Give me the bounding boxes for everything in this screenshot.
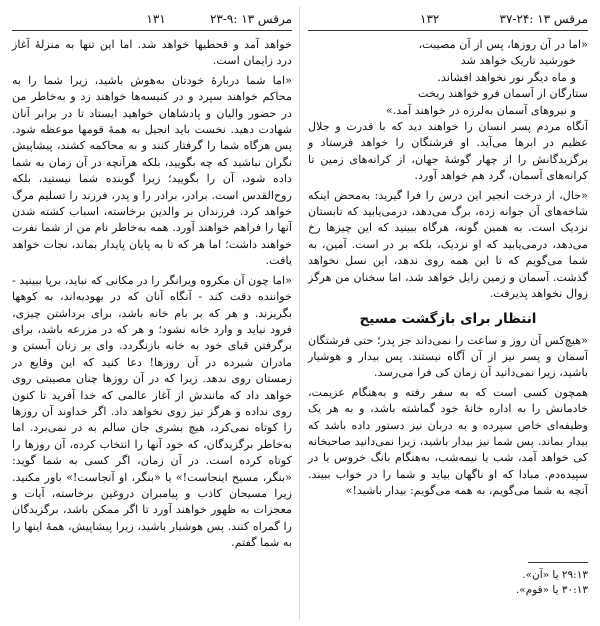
left-header-page-number: ۱۳۱: [146, 12, 166, 26]
poem-line: خورشید تاریک خواهد شد: [460, 54, 576, 68]
paragraph: «اما شما دربارهٔ خودتان به‌هوش باشید، زیرا شما را به محاکم خواهند سپرد و در کنیسه‌ها خواهند زد و به‌خاطر من در حضور والیان و پادشاهان خواهید ایستاد تا در برابر آنان شهادت دهید. نخست باید انجیل به همهٔ قومها موعظه شود. پس هرگاه شما را گرفتار کنند و به محاکمه کشند، پیشاپیش نگران نباشید که چه بگویید، بلکه هرآنچه در آن زمان به شما داده شود، آن را بگویید؛ زیرا گوینده شما نیستید، بلکه روح‌القدس است. برادر، برادر را و پدر، فرزند را تسلیم مرگ خواهد کرد. فرزندان بر والدین برخاسته، اسباب کشته شدن آنها را فراهم خواهند آورد. همه به‌خاطر نام من از شما نفرت خواهند داشت؛ اما هر که تا به پایان پایدار بماند، نجات خواهد یافت.: [12, 73, 292, 268]
footnotes: [516, 568, 588, 598]
right-poem: [308, 37, 588, 119]
paragraph: آنگاه مردم پسر انسان را خواهند دید که با قدرت و جلال عظیم در ابرها می‌آید. او فرشتگان را خواهد فرستاد و برگزیدگانش را از چهار گوشهٔ جهان، از کرانه‌های زمین تا کرانه‌های آسمان، گرد هم خواهد آورد.: [308, 120, 588, 183]
section-heading: انتظار برای بازگشت مسیح: [359, 310, 537, 327]
footnote: ۲۹:۱۳ یا «آن».: [522, 569, 588, 581]
poem-line: و ماه دیگر نور نخواهد افشاند.: [437, 70, 576, 84]
right-header-book-ref: مرقس ۱۳ :۲۴-۳۷: [499, 12, 588, 26]
poem-line: و نیروهای آسمان به‌لرزه در خواهند آمد.»: [385, 103, 576, 117]
footnote: ۳۰:۱۳ یا «قوم».: [515, 584, 588, 596]
paragraph: خواهد آمد و قحطیها خواهد شد. اما این تنها به منزلهٔ آغاز درد زایمان است.: [12, 38, 292, 68]
paragraph: همچون کسی است که به سفر رفته و به‌هنگام عزیمت، خادمانش را به اداره خانهٔ خود گماشته باشد، و به هر یک وظیفه‌ای خاص سپرده و به دربان نیز دستور داده باشد که بیدار بماند. پس شما نیز بیدار باشید، زیرا نمی‌دانید صاحبخانه کی خواهد آمد، شب یا نیمه‌شب، به‌هنگام بانگ خروس یا در سپیده‌دم. مبادا که او ناگهان بیاید و شما را در خواب ببیند. آنچه به شما می‌گویم، به همه می‌گویم: بیدار باشید!»: [308, 385, 588, 498]
right-body-text: [308, 119, 588, 302]
left-page-header: [12, 10, 292, 28]
left-body-text: [12, 37, 292, 552]
left-header-rule: [12, 30, 292, 31]
footnote-rule: [528, 562, 588, 563]
right-page-header: [308, 10, 588, 28]
poem-line: ستارگان از آسمان فرو خواهند ریخت: [418, 87, 588, 101]
left-header-book-ref: مرقس ۱۳ :۹-۲۳: [209, 12, 292, 26]
paragraph: «حال، از درخت انجیر این درس را فرا گیرید: به‌محض اینکه شاخه‌های آن جوانه زده، برگ می‌دهد، درمی‌یابید که تابستان نزدیک است. به همین گونه، هرگاه ببینید که این چیزها رخ می‌دهد، درمی‌یابید که او نزدیک، بلکه بر در است. آمین، به شما می‌گویم که تا این همه روی ندهد، این نسل نخواهد گذشت. آسمان و زمین زایل خواهد شد، اما سخنان من هرگز زوال نخواهد پذیرفت.: [308, 188, 588, 301]
right-page: [300, 0, 600, 626]
right-header-page-number: ۱۳۲: [420, 12, 440, 26]
right-header-rule: [308, 30, 588, 31]
right-body-text-after: [308, 333, 588, 500]
poem-line: «اما در آن روزها، پس از آن مصیبت،: [418, 38, 588, 51]
paragraph: «هیچ‌کس آن روز و ساعت را نمی‌داند جز پدر؛ حتی فرشتگان آسمان و پسر نیز از آن آگاه نیستند. پس بیدار و هوشیار باشید، زیرا نمی‌دانید آن زمان کی فرا می‌رسد.: [308, 333, 588, 380]
paragraph: «اما چون آن مکروه ویرانگر را در مکانی که نباید، برپا ببینید - خواننده دقت کند - آنگاه آنان که در یهودیه‌اند، به کوهها بگریزند. و هر که بر بام خانه باشد، برای برداشتن چیزی، فرود نیاید و وارد خانه نشود؛ و هر که در مزرعه باشد، برای برگرفتن قبای خود به خانه بازنگردد. وای بر زنان آبستن و مادران شیرده در آن روزها! دعا کنید که این وقایع در زمستان روی ندهد. زیرا که در آن روزها چنان مصیبتی روی خواهد داد که مانندش از آغاز عالمی که خدا آفرید تا کنون روی نداده و هرگز نیز روی نخواهد داد. اگر خداوند آن روزها را کوتاه نمی‌کرد، هیچ بشری جان سالم به در نمی‌برد. اما به‌خاطر برگزیدگان، که خود آنها را انتخاب کرده، آن روزها را کوتاه کرده است. در آن زمان، اگر کسی به شما گوید: «بنگر، مسیح اینجاست!» یا «بنگر، او آنجاست!» باور مکنید. زیرا مسیحان کاذب و پیامبران دروغین برخاسته، آیات و معجزات به ظهور خواهند آورد تا اگر ممکن باشد، برگزیدگان را گمراه کنند. پس هوشیار باشید، زیرا پیشاپیش، همهٔ اینها را به شما گفتم.: [12, 273, 292, 550]
